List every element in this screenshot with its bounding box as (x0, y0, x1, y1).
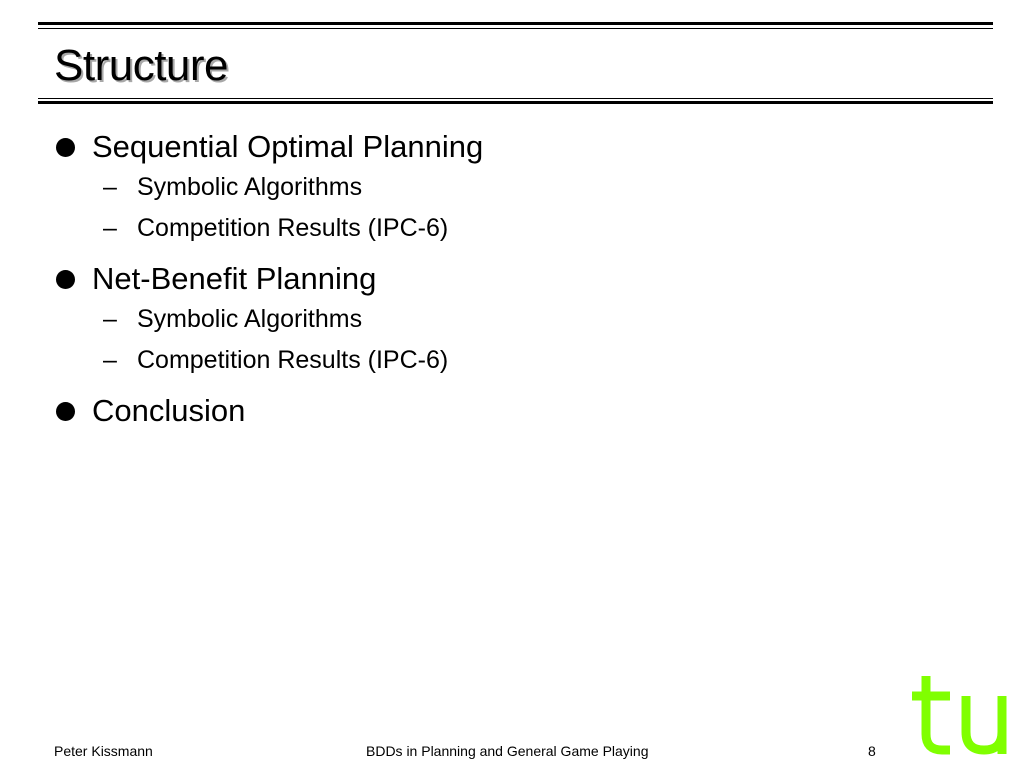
title-rule-top-thick (38, 22, 993, 25)
sub-bullet-item (56, 208, 956, 249)
sub-bullet-label: Competition Results (IPC-6) (137, 346, 449, 374)
sub-bullet-label: Competition Results (IPC-6) (137, 214, 449, 242)
title-rule-bottom-thick (38, 101, 993, 104)
sub-bullet-item (56, 340, 956, 381)
bullet-label: Conclusion (92, 393, 246, 428)
dash-icon: – (103, 214, 117, 242)
bullet-dot-icon (56, 402, 75, 421)
bullet-label: Sequential Optimal Planning (92, 129, 484, 164)
sub-bullet-item (56, 167, 956, 208)
bullet-dot-icon (56, 138, 75, 157)
bullet-list (56, 127, 956, 431)
dash-icon: – (103, 346, 117, 374)
tu-logo-icon (906, 672, 1014, 758)
bullet-label: Net-Benefit Planning (92, 261, 377, 296)
sub-bullet-label: Symbolic Algorithms (137, 305, 363, 333)
dash-icon: – (103, 173, 117, 201)
title-rule-bottom-thin (38, 98, 993, 99)
slide-title: Structure (54, 41, 229, 90)
bullet-item (56, 391, 956, 431)
dash-icon: – (103, 305, 117, 333)
footer-page-number: 8 (868, 743, 876, 759)
bullet-item (56, 127, 956, 167)
sub-bullet-item (56, 299, 956, 340)
sub-bullet-label: Symbolic Algorithms (137, 173, 363, 201)
bullet-dot-icon (56, 270, 75, 289)
footer-talk-title: BDDs in Planning and General Game Playing (366, 743, 649, 759)
bullet-item (56, 259, 956, 299)
footer-author: Peter Kissmann (54, 743, 153, 759)
title-rule-top-thin (38, 28, 993, 29)
